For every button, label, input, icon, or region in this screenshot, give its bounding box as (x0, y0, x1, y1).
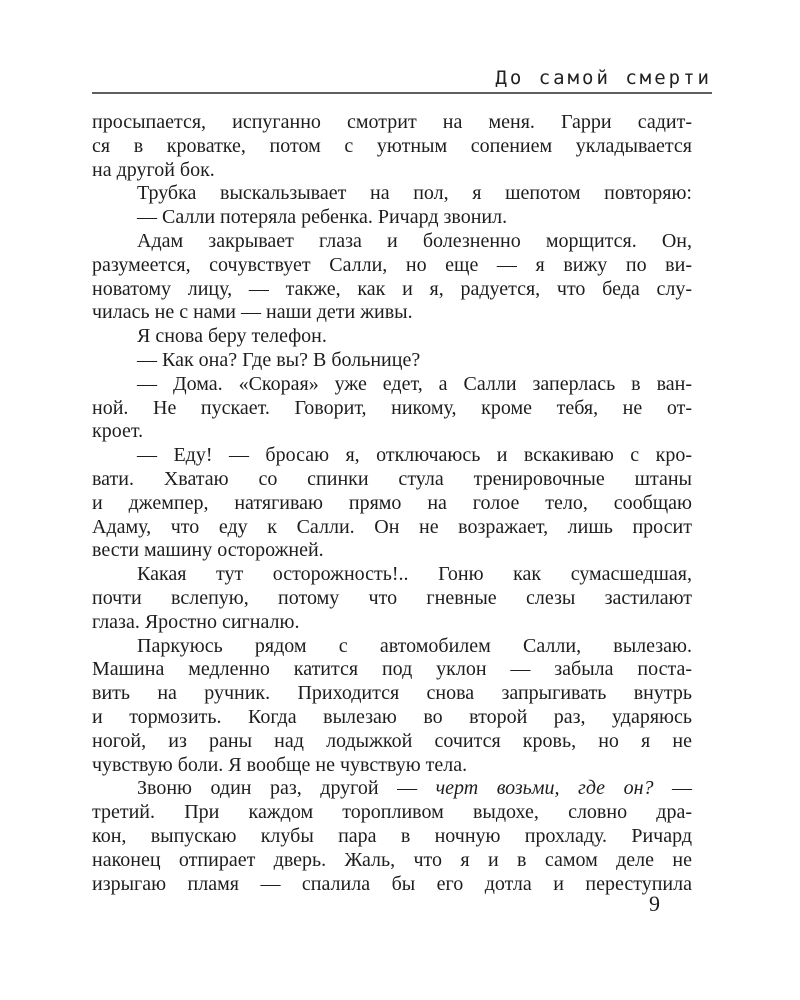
text-line (92, 468, 692, 492)
text-line (92, 373, 692, 397)
text-line (92, 658, 692, 682)
text-line (92, 754, 692, 778)
text-line (92, 206, 692, 230)
text-segment: чувствую боли. Я вообще не чувствую тела. (92, 753, 468, 776)
text-line (92, 611, 692, 635)
text-line (92, 397, 692, 421)
text-segment: почти вслепую, потому что гневные слезы застилают (92, 586, 692, 609)
text-segment: — Салли потеряла ребенка. Ричард звонил. (137, 206, 508, 229)
text-segment: и тормозить. Когда вылезаю во второй раз, ударяюсь (92, 705, 692, 728)
text-line (92, 230, 692, 254)
text-segment: разумеется, сочувствует Салли, но еще — я вижу по ви- (92, 253, 692, 276)
text-segment: — Дома. «Скорая» уже едет, а Салли заперлась в ван- (137, 372, 692, 395)
text-segment: глаза. Яростно сигналю. (92, 610, 300, 633)
paragraph (92, 111, 692, 182)
text-line (92, 777, 692, 801)
paragraph (92, 373, 692, 444)
paragraph (92, 230, 692, 325)
text-line (92, 801, 692, 825)
italic-text: черт возьми, где он? (435, 777, 654, 800)
text-segment: Звоню один раз, другой — (137, 777, 436, 800)
text-segment: Я снова беру телефон. (137, 325, 327, 348)
paragraph (92, 635, 692, 778)
text-line (92, 301, 692, 325)
text-segment: на другой бок. (92, 158, 215, 181)
text-line (92, 563, 692, 587)
text-segment: вати. Хватаю со спинки стула тренировочные штаны (92, 467, 692, 490)
text-line (92, 730, 692, 754)
running-head-title: До самой смерти (495, 67, 712, 89)
text-segment: просыпается, испуганно смотрит на меня. Гарри садит- (92, 111, 692, 133)
text-line (92, 444, 692, 468)
text-line (92, 706, 692, 730)
text-line (92, 111, 692, 135)
text-segment: Трубка выскальзывает на пол, я шепотом повторяю: (137, 182, 692, 205)
text-segment: наконец отпирает дверь. Жаль, что я и в самом деле не (92, 848, 692, 871)
text-segment: ся в кроватке, потом с уютным сопением укладывается (92, 134, 692, 157)
text-line (92, 682, 692, 706)
text-line (92, 159, 692, 183)
text-line (92, 539, 692, 563)
text-segment: Адаму, что еду к Салли. Он не возражает, лишь просит (92, 515, 692, 538)
text-segment: чилась не с нами — наши дети живы. (92, 301, 413, 324)
text-segment: вести машину осторожней. (92, 539, 324, 562)
text-segment: изрыгаю пламя — спалила бы его дотла и переступила (92, 872, 692, 895)
text-line (92, 849, 692, 873)
text-segment: Какая тут осторожность!.. Гоню как сумасшедшая, (137, 563, 692, 586)
page-text (92, 111, 692, 896)
text-line (92, 254, 692, 278)
text-segment: — (653, 777, 693, 800)
paragraph (92, 325, 692, 349)
text-segment: вить на ручник. Приходится снова запрыгивать внутрь (92, 682, 692, 705)
paragraph (92, 444, 692, 563)
text-segment: третий. При каждом торопливом выдохе, словно дра- (92, 801, 692, 824)
text-segment: новатому лицу, — также, как и я, радуется, что беда слу- (92, 277, 692, 300)
text-line (92, 349, 692, 373)
paragraph (92, 777, 692, 896)
text-segment: Паркуюсь рядом с автомобилем Салли, вылезаю. (137, 634, 692, 657)
text-segment: ногой, из раны над лодыжкой сочится кровь, но я не (92, 729, 692, 752)
paragraph (92, 182, 692, 206)
text-line (92, 135, 692, 159)
text-line (92, 516, 692, 540)
text-line (92, 873, 692, 897)
text-line (92, 325, 692, 349)
text-segment: — Еду! — бросаю я, отключаюсь и вскакиваю с кро- (137, 444, 692, 467)
paragraph (92, 349, 692, 373)
text-line (92, 182, 692, 206)
text-segment: Адам закрывает глаза и болезненно морщится. Он, (137, 229, 692, 252)
text-line (92, 492, 692, 516)
text-segment: и джемпер, натягиваю прямо на голое тело, сообщаю (92, 491, 692, 514)
text-line (92, 825, 692, 849)
page-number: 9 (649, 891, 660, 916)
paragraph (92, 563, 692, 634)
text-segment: ной. Не пускает. Говорит, никому, кроме тебя, не от- (92, 396, 692, 419)
text-segment: кроет. (92, 420, 144, 443)
text-segment: кон, выпускаю клубы пара в ночную прохладу. Ричард (92, 824, 692, 847)
text-line (92, 420, 692, 444)
text-line (92, 587, 692, 611)
text-segment: Машина медленно катится под уклон — забыла поста- (92, 658, 692, 681)
running-head (92, 66, 712, 94)
text-segment: — Как она? Где вы? В больнице? (137, 348, 421, 371)
paragraph (92, 206, 692, 230)
text-line (92, 635, 692, 659)
text-line (92, 278, 692, 302)
